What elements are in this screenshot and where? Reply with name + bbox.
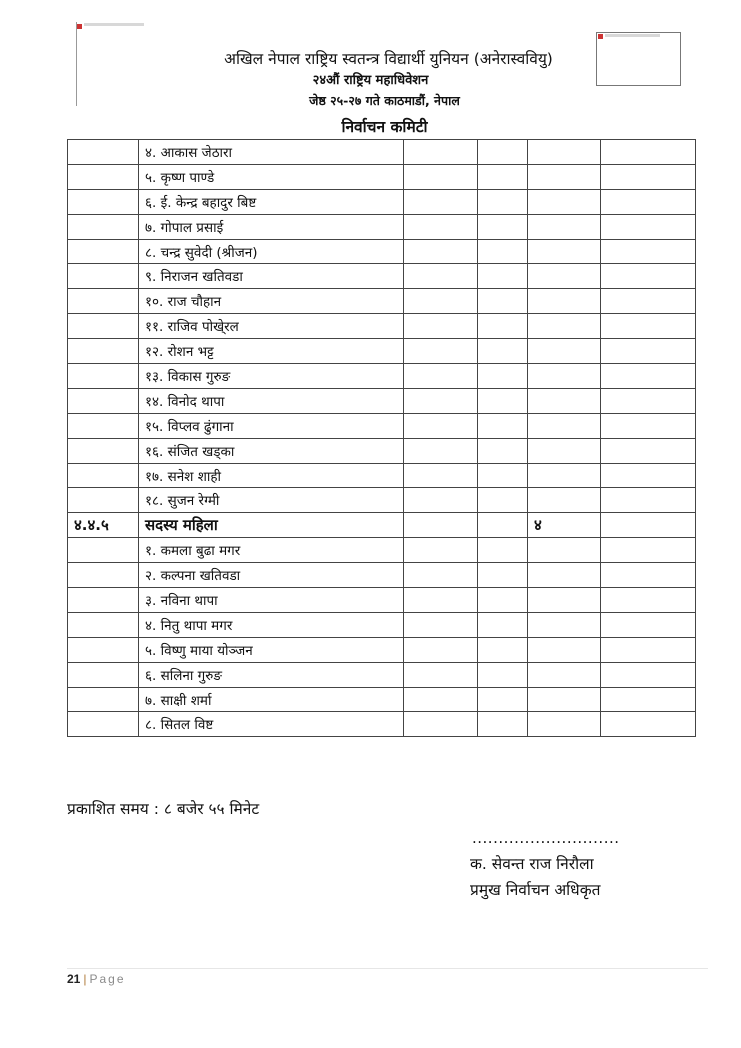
table-cell-c4 bbox=[478, 164, 528, 189]
table-cell-c6 bbox=[601, 239, 696, 264]
table-cell-c2: ६. सलिना गुरुङ bbox=[139, 662, 404, 687]
table-cell-c5 bbox=[528, 189, 601, 214]
table-row bbox=[68, 463, 696, 488]
table-row bbox=[68, 289, 696, 314]
table-cell-c1 bbox=[68, 388, 139, 413]
table-cell-c1 bbox=[68, 463, 139, 488]
table-cell-c4 bbox=[478, 687, 528, 712]
right-logo-icon bbox=[598, 34, 603, 39]
page-number-value: 21 bbox=[67, 972, 81, 986]
table-cell-c5 bbox=[528, 687, 601, 712]
table-cell-c6 bbox=[601, 612, 696, 637]
table-cell-c4 bbox=[478, 239, 528, 264]
table-cell-c4 bbox=[478, 612, 528, 637]
table-row bbox=[68, 189, 696, 214]
table-cell-c1 bbox=[68, 364, 139, 389]
table-cell-c1: ४.४.५ bbox=[68, 513, 139, 538]
table-cell-c5 bbox=[528, 488, 601, 513]
table-cell-c6 bbox=[601, 388, 696, 413]
table-cell-c2: १७. सनेश शाही bbox=[139, 463, 404, 488]
table-row bbox=[68, 712, 696, 737]
table-cell-c6 bbox=[601, 413, 696, 438]
table-cell-c1 bbox=[68, 164, 139, 189]
table-cell-c1 bbox=[68, 239, 139, 264]
table-cell-c4 bbox=[478, 438, 528, 463]
table-cell-c1 bbox=[68, 189, 139, 214]
table-cell-c1 bbox=[68, 588, 139, 613]
table-cell-c4 bbox=[478, 289, 528, 314]
table-cell-c4 bbox=[478, 538, 528, 563]
page-number bbox=[67, 972, 126, 986]
table-cell-c5 bbox=[528, 588, 601, 613]
table-cell-c3 bbox=[404, 612, 478, 637]
table-row bbox=[68, 339, 696, 364]
table-row bbox=[68, 388, 696, 413]
table-cell-c4 bbox=[478, 388, 528, 413]
table-cell-c4 bbox=[478, 264, 528, 289]
table-cell-c2: ४. आकास जेठारा bbox=[139, 140, 404, 165]
table-row bbox=[68, 662, 696, 687]
table-cell-c2: १०. राज चौहान bbox=[139, 289, 404, 314]
signer-title: प्रमुख निर्वाचन अधिकृत bbox=[470, 881, 601, 899]
table-cell-c2: ५. विष्णु माया योञ्जन bbox=[139, 637, 404, 662]
table-cell-c6 bbox=[601, 588, 696, 613]
table-cell-c3 bbox=[404, 563, 478, 588]
org-title: अखिल नेपाल राष्ट्रिय स्वतन्त्र विद्यार्थी युनियन (अनेरास्ववियु) bbox=[224, 50, 553, 68]
table-row bbox=[68, 488, 696, 513]
table-cell-c6 bbox=[601, 538, 696, 563]
table-cell-c4 bbox=[478, 488, 528, 513]
table-cell-c6 bbox=[601, 637, 696, 662]
table-cell-c6 bbox=[601, 314, 696, 339]
table-cell-c2: ४. नितु थापा मगर bbox=[139, 612, 404, 637]
table-cell-c2: ५. कृष्ण पाण्डे bbox=[139, 164, 404, 189]
table-cell-c2: १२. रोशन भट्ट bbox=[139, 339, 404, 364]
table-cell-c6 bbox=[601, 513, 696, 538]
table-cell-c4 bbox=[478, 214, 528, 239]
table-cell-c6 bbox=[601, 662, 696, 687]
table-cell-c1 bbox=[68, 488, 139, 513]
table-row bbox=[68, 687, 696, 712]
table-cell-c6 bbox=[601, 488, 696, 513]
table-cell-c5 bbox=[528, 438, 601, 463]
table-row bbox=[68, 264, 696, 289]
page-word: Page bbox=[89, 972, 126, 986]
footer-divider bbox=[67, 968, 708, 969]
table-cell-c6 bbox=[601, 687, 696, 712]
table-cell-c5 bbox=[528, 463, 601, 488]
table-cell-c6 bbox=[601, 463, 696, 488]
table-cell-c5 bbox=[528, 289, 601, 314]
table-cell-c4 bbox=[478, 712, 528, 737]
table-row bbox=[68, 612, 696, 637]
table-cell-c1 bbox=[68, 214, 139, 239]
table-cell-c4 bbox=[478, 413, 528, 438]
table-cell-c3 bbox=[404, 438, 478, 463]
table-cell-c5 bbox=[528, 140, 601, 165]
table-cell-c3 bbox=[404, 588, 478, 613]
table-cell-c5 bbox=[528, 538, 601, 563]
table-cell-c6 bbox=[601, 712, 696, 737]
table-cell-c3 bbox=[404, 339, 478, 364]
table-cell-c2: १. कमला बुढा मगर bbox=[139, 538, 404, 563]
table-cell-c5 bbox=[528, 264, 601, 289]
table-row bbox=[68, 538, 696, 563]
table-cell-c6 bbox=[601, 339, 696, 364]
table-cell-c4 bbox=[478, 364, 528, 389]
table-cell-c2: १४. विनोद थापा bbox=[139, 388, 404, 413]
table-cell-c6 bbox=[601, 563, 696, 588]
table-cell-c2: २. कल्पना खतिवडा bbox=[139, 563, 404, 588]
table-cell-c4 bbox=[478, 140, 528, 165]
table-cell-c5 bbox=[528, 388, 601, 413]
table-row bbox=[68, 513, 696, 538]
table-cell-c4 bbox=[478, 513, 528, 538]
table-row bbox=[68, 563, 696, 588]
table-cell-c3 bbox=[404, 637, 478, 662]
table-cell-c6 bbox=[601, 164, 696, 189]
table-cell-c1 bbox=[68, 140, 139, 165]
table-cell-c2: १६. संजित खड्का bbox=[139, 438, 404, 463]
table-cell-c5 bbox=[528, 214, 601, 239]
table-cell-c6 bbox=[601, 364, 696, 389]
table-row bbox=[68, 588, 696, 613]
table-cell-c3 bbox=[404, 538, 478, 563]
table-cell-c5 bbox=[528, 413, 601, 438]
table-cell-c2: ८. सितल विष्ट bbox=[139, 712, 404, 737]
table-cell-c4 bbox=[478, 189, 528, 214]
table-row bbox=[68, 214, 696, 239]
table-cell-c1 bbox=[68, 712, 139, 737]
table-cell-c5 bbox=[528, 637, 601, 662]
table-cell-c4 bbox=[478, 314, 528, 339]
table-cell-c3 bbox=[404, 289, 478, 314]
table-cell-c4 bbox=[478, 463, 528, 488]
date-place: जेष्ठ २५-२७ गते काठमाडौं, नेपाल bbox=[309, 93, 460, 108]
table-cell-c3 bbox=[404, 662, 478, 687]
members-table-body bbox=[68, 140, 696, 737]
table-cell-c4 bbox=[478, 588, 528, 613]
published-time: प्रकाशित समय : ८ बजेर ५५ मिनेट bbox=[67, 800, 260, 818]
table-cell-c2: ७. गोपाल प्रसाई bbox=[139, 214, 404, 239]
table-cell-c1 bbox=[68, 612, 139, 637]
table-cell-c2: सदस्य महिला bbox=[139, 513, 404, 538]
table-cell-c3 bbox=[404, 214, 478, 239]
table-cell-c3 bbox=[404, 364, 478, 389]
table-cell-c5 bbox=[528, 662, 601, 687]
left-logo-caption bbox=[84, 23, 144, 26]
table-cell-c2: १३. विकास गुरुङ bbox=[139, 364, 404, 389]
table-cell-c3 bbox=[404, 463, 478, 488]
table-cell-c1 bbox=[68, 413, 139, 438]
table-cell-c6 bbox=[601, 189, 696, 214]
table-cell-c4 bbox=[478, 662, 528, 687]
signer-name: क. सेवन्त राज निरौला bbox=[470, 855, 594, 873]
table-cell-c3 bbox=[404, 164, 478, 189]
table-cell-c4 bbox=[478, 637, 528, 662]
table-cell-c2: ९. निराजन खतिवडा bbox=[139, 264, 404, 289]
signature-line: ............................ bbox=[472, 829, 620, 847]
table-cell-c1 bbox=[68, 264, 139, 289]
table-cell-c3 bbox=[404, 413, 478, 438]
table-cell-c3 bbox=[404, 388, 478, 413]
table-row bbox=[68, 637, 696, 662]
table-cell-c1 bbox=[68, 662, 139, 687]
page-separator: | bbox=[83, 972, 87, 986]
table-row bbox=[68, 140, 696, 165]
table-cell-c3 bbox=[404, 488, 478, 513]
table-cell-c1 bbox=[68, 637, 139, 662]
table-cell-c1 bbox=[68, 314, 139, 339]
table-cell-c5 bbox=[528, 712, 601, 737]
committee-title: निर्वाचन कमिटी bbox=[341, 118, 428, 136]
table-cell-c6 bbox=[601, 140, 696, 165]
table-cell-c6 bbox=[601, 214, 696, 239]
table-cell-c6 bbox=[601, 438, 696, 463]
convention-title: २४औं राष्ट्रिय महाधिवेशन bbox=[312, 73, 429, 88]
right-logo-caption bbox=[605, 34, 660, 37]
table-row bbox=[68, 239, 696, 264]
table-cell-c5: ४ bbox=[528, 513, 601, 538]
table-cell-c5 bbox=[528, 612, 601, 637]
table-cell-c3 bbox=[404, 239, 478, 264]
table-cell-c5 bbox=[528, 239, 601, 264]
table-row bbox=[68, 164, 696, 189]
table-cell-c5 bbox=[528, 164, 601, 189]
table-cell-c3 bbox=[404, 189, 478, 214]
table-cell-c1 bbox=[68, 538, 139, 563]
table-cell-c4 bbox=[478, 339, 528, 364]
table-cell-c3 bbox=[404, 314, 478, 339]
members-table bbox=[67, 139, 696, 737]
table-cell-c6 bbox=[601, 289, 696, 314]
table-cell-c2: ८. चन्द्र सुवेदी (श्रीजन) bbox=[139, 239, 404, 264]
table-cell-c5 bbox=[528, 339, 601, 364]
table-cell-c4 bbox=[478, 563, 528, 588]
table-row bbox=[68, 364, 696, 389]
table-cell-c3 bbox=[404, 140, 478, 165]
table-cell-c1 bbox=[68, 289, 139, 314]
table-cell-c2: ६. ई. केन्द्र बहादुर बिष्ट bbox=[139, 189, 404, 214]
table-cell-c2: १८. सुजन रेग्मी bbox=[139, 488, 404, 513]
left-logo-icon bbox=[77, 24, 82, 29]
table-cell-c5 bbox=[528, 563, 601, 588]
table-cell-c3 bbox=[404, 687, 478, 712]
table-row bbox=[68, 413, 696, 438]
table-cell-c1 bbox=[68, 438, 139, 463]
table-row bbox=[68, 438, 696, 463]
table-cell-c5 bbox=[528, 364, 601, 389]
table-cell-c2: ७. साक्षी शर्मा bbox=[139, 687, 404, 712]
table-cell-c6 bbox=[601, 264, 696, 289]
table-row bbox=[68, 314, 696, 339]
table-cell-c3 bbox=[404, 513, 478, 538]
table-cell-c1 bbox=[68, 563, 139, 588]
table-cell-c5 bbox=[528, 314, 601, 339]
table-cell-c1 bbox=[68, 687, 139, 712]
table-cell-c2: १५. विप्लव ढुंगाना bbox=[139, 413, 404, 438]
table-cell-c2: ११. राजिव पोखे्रल bbox=[139, 314, 404, 339]
table-cell-c3 bbox=[404, 712, 478, 737]
table-cell-c2: ३. नविना थापा bbox=[139, 588, 404, 613]
table-cell-c3 bbox=[404, 264, 478, 289]
table-cell-c1 bbox=[68, 339, 139, 364]
